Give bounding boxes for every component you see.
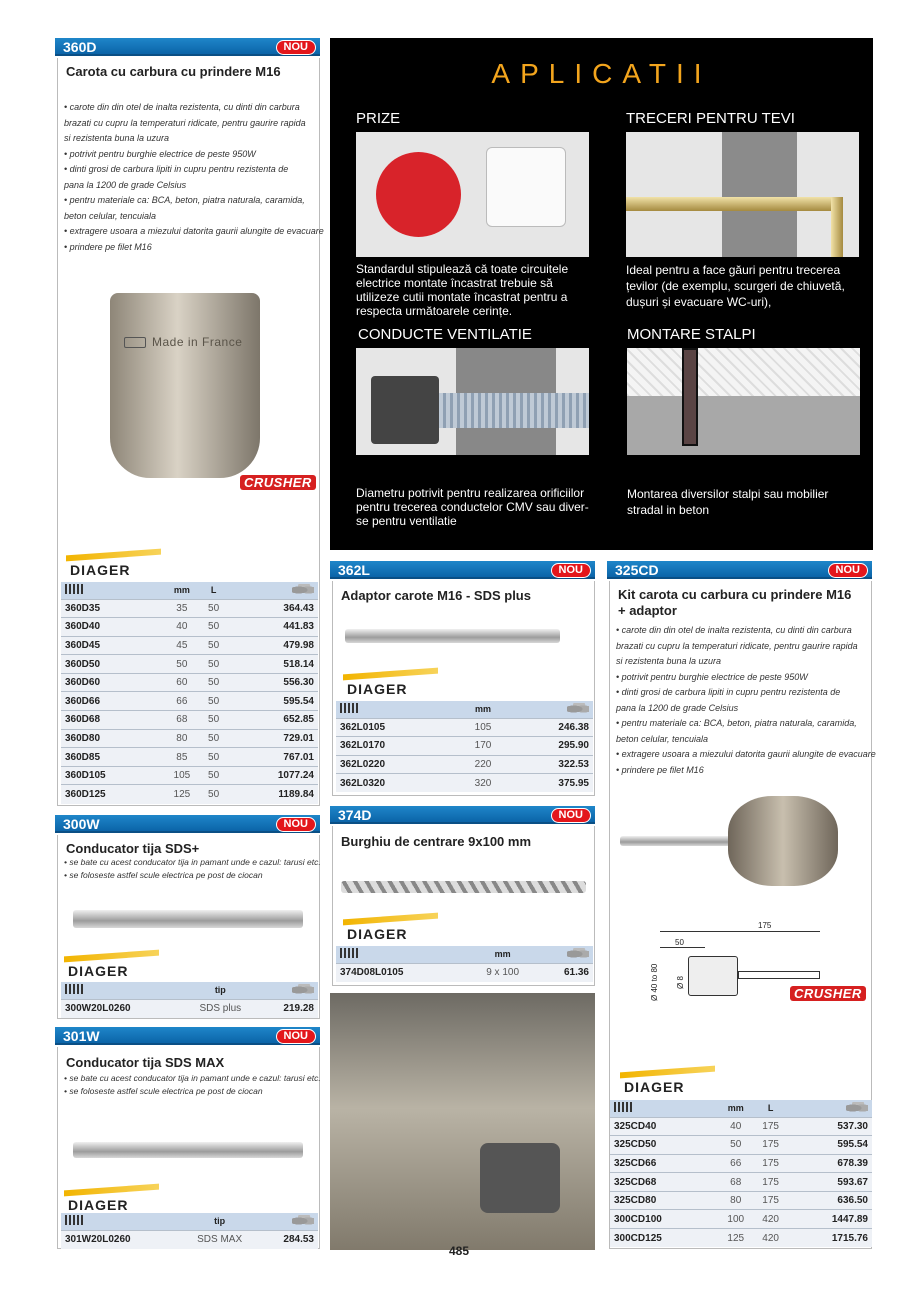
product-card-374D [332, 826, 595, 986]
bullet-line: • potrivit pentru burghie electrice de peste 950W [64, 148, 256, 159]
section-text: Standardul stipulează că toate circuitele electrice montate încastrat trebuie să utilizeze cutii montate încastrat pentru a respecta următoarele cerințe. [356, 262, 569, 318]
spec-cell: 50 [201, 673, 226, 692]
spec-cell: 320 [462, 774, 505, 793]
dim-diameter: Ø 40 to 80 [650, 963, 659, 1001]
spec-cell: 50 [201, 766, 226, 785]
price-cell: 61.36 [535, 963, 593, 982]
column-header: L [201, 582, 226, 599]
product-code-cell: 360D60 [61, 673, 163, 692]
engraved-text: Made in France [152, 335, 243, 349]
spec-cell: SDS plus [184, 999, 257, 1018]
price-table [61, 982, 318, 1018]
product-code-cell: 360D68 [61, 711, 163, 730]
diager-logo: DIAGER [68, 1197, 129, 1213]
table-row [61, 729, 318, 748]
spec-cell: 175 [753, 1191, 788, 1210]
product-title: Burghiu de centrare 9x100 mm [341, 834, 532, 849]
table-row [61, 636, 318, 655]
product-bullets [64, 856, 321, 882]
construction-site-photo [330, 993, 595, 1250]
spec-cell: 68 [163, 711, 201, 730]
price-cell: 595.54 [788, 1136, 872, 1155]
product-code-cell: 374D08L0105 [336, 963, 470, 982]
bullet-line: brazati cu cupru la temperaturi ridicate, pentru gaurire rapida [64, 117, 306, 128]
product-title: Carota cu carbura cu prindere M16 [66, 64, 281, 79]
spec-cell: 35 [163, 599, 201, 618]
product-code-cell: 325CD68 [610, 1173, 718, 1192]
table-row [336, 774, 593, 793]
spec-cell: 85 [163, 748, 201, 767]
column-header: mm [163, 582, 201, 599]
price-cell: 479.98 [226, 636, 318, 655]
price-cell: 295.90 [504, 737, 593, 756]
table-header [61, 982, 318, 999]
product-bullets [616, 623, 876, 778]
bullet-line: brazati cu cupru la temperaturi ridicate, pentru gaurire rapida [616, 640, 858, 651]
product-code-cell: 300CD100 [610, 1210, 718, 1229]
header-374D [330, 806, 595, 824]
bullet-line: • carote din din otel de inalta rezistenta, cu dinti din carbura [64, 102, 300, 112]
price-cell: 518.14 [226, 655, 318, 674]
product-code-cell: 360D125 [61, 785, 163, 804]
bullet-line: • extragere usoara a miezului datorita gaurii alungite de evacuare [616, 749, 876, 759]
price-cell: 767.01 [226, 748, 318, 767]
spec-cell: 60 [163, 673, 201, 692]
column-header: mm [470, 946, 535, 963]
product-code: 360D [63, 39, 97, 55]
product-code: 301W [63, 1028, 100, 1044]
spec-cell: 420 [753, 1229, 788, 1248]
price-cell: 284.53 [258, 1230, 318, 1249]
barcode-icon [61, 1213, 181, 1230]
column-header: mm [462, 701, 505, 718]
product-code-cell: 325CD80 [610, 1191, 718, 1210]
new-badge: NOU [551, 563, 591, 578]
price-cell: 1715.76 [788, 1229, 872, 1248]
table-row [610, 1154, 872, 1173]
price-cell: 729.01 [226, 729, 318, 748]
product-code-cell: 325CD40 [610, 1117, 718, 1136]
product-code-cell: 300CD125 [610, 1229, 718, 1248]
bullet-line: • prindere pe filet M16 [64, 241, 152, 252]
spec-cell: 175 [753, 1136, 788, 1155]
price-cell: 636.50 [788, 1191, 872, 1210]
bullet-line: • se foloseste astfel scule electrica pe post de ciocan [64, 870, 263, 880]
diager-logo: DIAGER [624, 1079, 685, 1095]
ventilation-duct-image [356, 348, 589, 455]
spec-cell: 170 [462, 737, 505, 756]
bullet-line: • se foloseste astfel scule electrica pe post de ciocan [64, 1086, 263, 1096]
price-cell: 1447.89 [788, 1210, 872, 1229]
spec-cell: 68 [718, 1173, 753, 1192]
product-code: 374D [338, 807, 372, 823]
bullet-line: • extragere usoara a miezului datorita gaurii alungite de evacuare [64, 226, 324, 236]
sds-max-driver-image [73, 1142, 303, 1158]
product-code: 325CD [615, 562, 659, 578]
price-cell: 593.67 [788, 1173, 872, 1192]
spec-cell: 100 [718, 1210, 753, 1229]
applications-title: APLICATII [491, 58, 712, 89]
header-325CD [607, 561, 872, 579]
bullet-line: pana la 1200 de grade Celsius [64, 179, 187, 190]
section-heading: CONDUCTE VENTILATIE [358, 326, 532, 343]
price-cell: 537.30 [788, 1117, 872, 1136]
bullet-line: • se bate cu acest conducator tija in pamant unde e cazul: tarusi etc. [64, 857, 321, 867]
spec-cell: 105 [163, 766, 201, 785]
product-card-300W [57, 835, 320, 1019]
bullet-line: • dinti grosi de carbura lipiti in cupru pentru rezistenta de [64, 164, 289, 174]
spec-cell: 175 [753, 1173, 788, 1192]
bullet-line: si rezistenta buna la uzura [616, 656, 722, 666]
table-row [336, 737, 593, 756]
column-header: tip [181, 1213, 259, 1230]
spec-cell: 80 [718, 1191, 753, 1210]
price-cell: 595.54 [226, 692, 318, 711]
price-table [61, 1213, 318, 1249]
bullet-line: • carote din din otel de inalta rezistenta, cu dinti din carbura [616, 625, 852, 635]
spec-cell: 40 [163, 618, 201, 637]
column-header: mm [718, 1100, 753, 1117]
spec-cell: 50 [201, 692, 226, 711]
spec-cell: 50 [201, 711, 226, 730]
adaptor-shank-image [620, 836, 740, 846]
new-badge: NOU [551, 808, 591, 823]
price-coins-icon [504, 701, 593, 718]
product-card-360D [57, 58, 324, 806]
spec-cell: 175 [753, 1117, 788, 1136]
table-row [61, 599, 318, 618]
product-bullets [64, 100, 324, 255]
price-cell: 1077.24 [226, 766, 318, 785]
price-cell: 219.28 [257, 999, 318, 1018]
product-code-cell: 360D40 [61, 618, 163, 637]
new-badge: NOU [276, 40, 316, 55]
table-row [61, 1230, 318, 1249]
price-coins-icon [788, 1100, 872, 1117]
bullet-line: beton celular, tencuiala [616, 733, 709, 744]
product-code-cell: 360D85 [61, 748, 163, 767]
barcode-icon [336, 701, 462, 718]
dim-shank: Ø 8 [676, 976, 685, 989]
spec-cell: 66 [718, 1154, 753, 1173]
barcode-icon [610, 1100, 718, 1117]
header-362L [330, 561, 595, 579]
table-header [610, 1100, 872, 1117]
spec-cell: 220 [462, 755, 505, 774]
spec-cell: 50 [163, 655, 201, 674]
price-cell: 375.95 [504, 774, 593, 793]
product-code-cell: 360D50 [61, 655, 163, 674]
spec-cell: 50 [201, 618, 226, 637]
page-number: 485 [449, 1244, 470, 1258]
spec-cell: 50 [201, 729, 226, 748]
bullet-line: • potrivit pentru burghie electrice de peste 950W [616, 671, 808, 682]
product-card-362L [332, 581, 595, 796]
product-code: 300W [63, 816, 100, 832]
table-header [61, 582, 318, 599]
section-text: Diametru potrivit pentru realizarea orificiilor pentru trecerea conductelor CMV sau diver-se pentru ventilatie [356, 486, 589, 528]
diager-logo: DIAGER [68, 963, 129, 979]
spec-cell: 40 [718, 1117, 753, 1136]
spec-cell: 50 [718, 1136, 753, 1155]
price-coins-icon [535, 946, 593, 963]
product-title: Conducator tija SDS+ [66, 841, 200, 856]
price-coins-icon [226, 582, 318, 599]
bullet-line: si rezistenta buna la uzura [64, 133, 170, 143]
diager-logo: DIAGER [347, 681, 408, 697]
dim-length: 175 [758, 921, 772, 930]
table-row [610, 1173, 872, 1192]
spec-cell: 125 [163, 785, 201, 804]
header-300W [55, 815, 320, 833]
table-row [610, 1117, 872, 1136]
spec-cell: 175 [753, 1154, 788, 1173]
column-header: tip [184, 982, 257, 999]
price-cell: 441.83 [226, 618, 318, 637]
spec-cell: 50 [201, 599, 226, 618]
spec-cell: 50 [201, 636, 226, 655]
new-badge: NOU [276, 817, 316, 832]
price-cell: 556.30 [226, 673, 318, 692]
price-cell: 678.39 [788, 1154, 872, 1173]
centering-drill-image [341, 881, 586, 893]
product-code-cell: 360D80 [61, 729, 163, 748]
product-title: Kit carota cu carbura cu prindere M16 + adaptor [618, 587, 852, 618]
applications-panel [330, 38, 873, 550]
price-cell: 652.85 [226, 711, 318, 730]
table-header [61, 1213, 318, 1230]
product-code-cell: 360D105 [61, 766, 163, 785]
header-360D [55, 38, 320, 56]
table-row [61, 748, 318, 767]
product-code-cell: 301W20L0260 [61, 1230, 181, 1249]
price-table [610, 1100, 872, 1247]
table-row [610, 1191, 872, 1210]
table-row [61, 711, 318, 730]
spec-cell: 66 [163, 692, 201, 711]
table-row [61, 999, 318, 1018]
product-title: Conducator tija SDS MAX [66, 1055, 225, 1070]
spec-cell: 125 [718, 1229, 753, 1248]
price-table [61, 582, 318, 804]
product-card-325CD [609, 581, 876, 1249]
barcode-icon [61, 582, 163, 599]
crusher-logo: CRUSHER [790, 986, 866, 1001]
price-coins-icon [258, 1213, 318, 1230]
bullet-line: • pentru materiale ca: BCA, beton, piatra naturala, caramida, [64, 195, 305, 205]
spec-cell: 45 [163, 636, 201, 655]
bullet-line: • se bate cu acest conducator tija in pamant unde e cazul: tarusi etc. [64, 1073, 321, 1083]
post-mounting-image [627, 348, 860, 455]
product-code-cell: 300W20L0260 [61, 999, 184, 1018]
product-code-cell: 325CD66 [610, 1154, 718, 1173]
spec-cell: 420 [753, 1210, 788, 1229]
product-code-cell: 362L0170 [336, 737, 462, 756]
spec-cell: 50 [201, 655, 226, 674]
price-cell: 1189.84 [226, 785, 318, 804]
new-badge: NOU [828, 563, 868, 578]
table-row [61, 785, 318, 804]
product-code-cell: 360D66 [61, 692, 163, 711]
product-code-cell: 325CD50 [610, 1136, 718, 1155]
column-header: L [753, 1100, 788, 1117]
table-row [61, 766, 318, 785]
product-code-cell: 362L0320 [336, 774, 462, 793]
spec-cell: 80 [163, 729, 201, 748]
dim-depth: 50 [675, 938, 684, 947]
table-row [61, 673, 318, 692]
bullet-line: • prindere pe filet M16 [616, 764, 704, 775]
spec-cell: 50 [201, 785, 226, 804]
spec-cell: 9 x 100 [470, 963, 535, 982]
price-cell: 322.53 [504, 755, 593, 774]
header-301W [55, 1027, 320, 1045]
section-text: Ideal pentru a face găuri pentru trecerea țevilor (de exemplu, scurgeri de chiuvetă, dușuri și evacuare WC-uri), [626, 263, 845, 309]
price-cell: 246.38 [504, 718, 593, 737]
table-header [336, 701, 593, 718]
core-bit-image [110, 293, 260, 478]
table-row [336, 963, 593, 982]
section-text: Montarea diversilor stalpi sau mobilier stradal in beton [627, 487, 829, 517]
product-card-301W [57, 1047, 320, 1249]
product-code-cell: 362L0105 [336, 718, 462, 737]
crusher-logo: CRUSHER [240, 475, 316, 490]
table-row [610, 1136, 872, 1155]
bullet-line: pana la 1200 de grade Celsius [616, 702, 739, 713]
bullet-line: • pentru materiale ca: BCA, beton, piatra naturala, caramida, [616, 718, 857, 728]
table-row [336, 718, 593, 737]
bullet-line: beton celular, tencuiala [64, 210, 157, 221]
section-heading: PRIZE [356, 110, 401, 127]
table-row [610, 1210, 872, 1229]
pipe-passage-image [626, 132, 859, 257]
socket-box-image [356, 132, 589, 257]
spec-cell: 50 [201, 748, 226, 767]
barcode-icon [336, 946, 470, 963]
price-table [336, 946, 593, 982]
diager-logo: DIAGER [70, 562, 131, 578]
spec-cell: SDS MAX [181, 1230, 259, 1249]
table-row [610, 1229, 872, 1248]
product-code-cell: 360D45 [61, 636, 163, 655]
spec-cell: 105 [462, 718, 505, 737]
bullet-line: • dinti grosi de carbura lipiti in cupru pentru rezistenta de [616, 687, 841, 697]
sds-plus-driver-image [73, 910, 303, 928]
price-coins-icon [257, 982, 318, 999]
product-code: 362L [338, 562, 370, 578]
barcode-icon [61, 982, 184, 999]
table-row [61, 655, 318, 674]
table-row [336, 755, 593, 774]
product-title: Adaptor carote M16 - SDS plus [341, 588, 531, 603]
section-heading: TRECERI PENTRU TEVI [626, 110, 795, 127]
product-code-cell: 362L0220 [336, 755, 462, 774]
product-bullets [64, 1072, 321, 1098]
adaptor-image [345, 629, 560, 643]
product-code-cell: 360D35 [61, 599, 163, 618]
table-row [61, 692, 318, 711]
price-table [336, 701, 593, 792]
diager-logo: DIAGER [347, 926, 408, 942]
table-header [336, 946, 593, 963]
table-row [61, 618, 318, 637]
price-cell: 364.43 [226, 599, 318, 618]
core-bit-kit-image [728, 796, 838, 886]
section-heading: MONTARE STALPI [627, 326, 756, 343]
new-badge: NOU [276, 1029, 316, 1044]
